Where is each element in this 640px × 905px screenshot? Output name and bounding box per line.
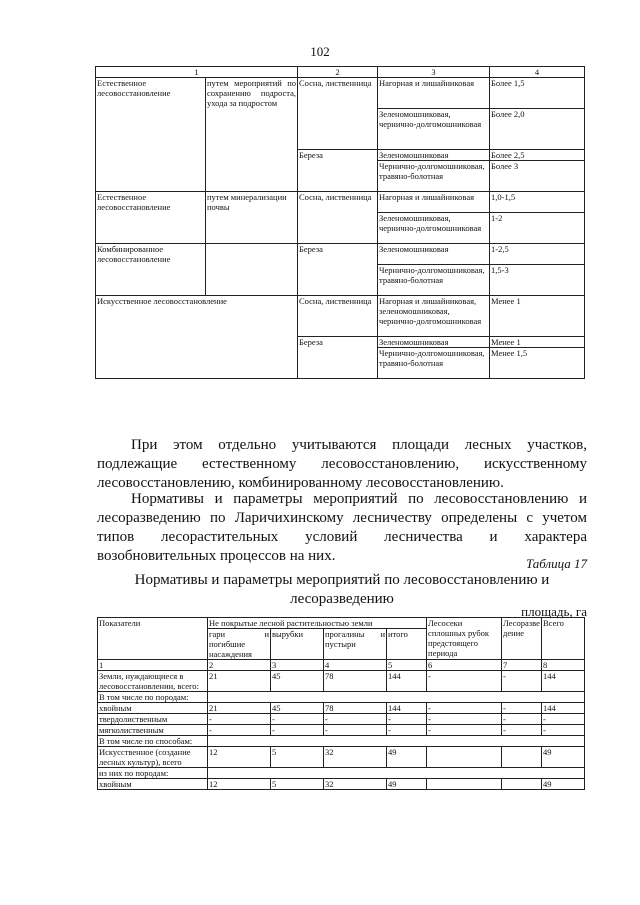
value-cell: -: [324, 714, 387, 725]
value-cell: -: [427, 725, 502, 736]
value-cell: Более 1,5: [490, 78, 585, 109]
row-label-cell: В том числе по способам:: [98, 736, 208, 747]
page-number: 102: [310, 44, 330, 59]
empty-cell: [387, 768, 427, 779]
species-cell: Сосна, лиственница: [298, 78, 378, 150]
value-cell: Менее 1: [490, 337, 585, 348]
table-row: [98, 736, 585, 747]
value-cell: 78: [324, 703, 387, 714]
row-label-cell: из них по породам:: [98, 768, 208, 779]
species-cell: Береза: [298, 244, 378, 296]
empty-cell: [427, 768, 502, 779]
empty-cell: [387, 692, 427, 703]
row-label-cell: хвойным: [98, 703, 208, 714]
row-label-cell: твердолиственным: [98, 714, 208, 725]
value-cell: 21: [208, 703, 271, 714]
header-cell: прогалины и пустыри: [324, 629, 387, 660]
forest-type-cell: Чернично-долгомошниковая, травяно-болотная: [378, 161, 490, 192]
empty-cell: [208, 736, 271, 747]
paragraph-areas: При этом отдельно учитываются площади лесных участков, подлежащие естественному лесовосстановлению, искусственному лесовосстановлению, комбинированному лесовосстановлению.: [97, 437, 587, 491]
value-cell: 78: [324, 671, 387, 692]
column-number-cell: 7: [502, 660, 542, 671]
header-cell: гари и погибшие насаждения: [209, 629, 269, 659]
table-row: [96, 296, 585, 337]
value-cell: -: [542, 714, 585, 725]
method-detail-cell: путем минерализации почвы: [206, 192, 298, 244]
column-number-cell: 2: [208, 660, 271, 671]
value-cell: -: [324, 725, 387, 736]
empty-cell: [427, 692, 502, 703]
value-cell: -: [427, 703, 502, 714]
table-row: [98, 768, 585, 779]
header-cell: 4: [490, 67, 585, 78]
value-cell: 1,5-3: [490, 265, 585, 296]
value-cell: Более 3: [490, 161, 585, 192]
empty-cell: [542, 736, 585, 747]
forest-type-cell: Чернично-долгомошниковая, травяно-болотная: [378, 265, 490, 296]
regeneration-areas-table: [97, 617, 585, 790]
value-cell: [427, 779, 502, 790]
row-label-cell: мягколиственным: [98, 725, 208, 736]
method-cell: Естественное лесовосстановление: [96, 192, 206, 244]
row-label-cell: Искусственное (создание лесных культур), всего: [98, 747, 208, 768]
table-row: [98, 725, 585, 736]
value-cell: 1,0-1,5: [490, 192, 585, 213]
empty-cell: [542, 692, 585, 703]
empty-cell: [271, 692, 324, 703]
value-cell: -: [208, 714, 271, 725]
value-cell: -: [387, 714, 427, 725]
forest-type-cell: Нагорная и лишайниковая: [378, 78, 490, 109]
value-cell: -: [502, 671, 542, 692]
value-cell: -: [208, 725, 271, 736]
empty-cell: [324, 768, 387, 779]
table-row: [98, 692, 585, 703]
value-cell: 144: [542, 671, 585, 692]
value-cell: 45: [271, 671, 324, 692]
table-header-row: [96, 67, 585, 78]
table-row: [98, 779, 585, 790]
value-cell: 21: [208, 671, 271, 692]
table-title: Нормативы и параметры мероприятий по лесовосстановлению и лесоразведению: [134, 572, 550, 607]
forest-type-cell: Зеленомошниковая: [378, 150, 490, 161]
value-cell: 1-2,5: [490, 244, 585, 265]
header-cell: Лесоразведение: [502, 618, 542, 660]
method-cell: Естественное лесовосстановление: [96, 78, 206, 192]
value-cell: 144: [542, 703, 585, 714]
table-units: площадь, га: [521, 604, 587, 619]
header-cell: Лесосеки сплошных рубок предстоящего периода: [427, 618, 502, 660]
empty-cell: [271, 736, 324, 747]
value-cell: 49: [387, 747, 427, 768]
header-cell: Не покрытые лесной растительностью земли: [208, 618, 427, 629]
method-detail-cell: путем мероприятий по сохранению подроста, ухода за подростом: [206, 78, 298, 192]
column-number-row: [98, 660, 585, 671]
empty-cell: [324, 736, 387, 747]
empty-cell: [542, 768, 585, 779]
header-cell: итого: [387, 629, 427, 660]
value-cell: [502, 747, 542, 768]
value-cell: 49: [542, 779, 585, 790]
forest-type-cell: Нагорная и лишайниковая, зеленомошниковая, чернично-долгомошниковая: [378, 296, 490, 337]
value-cell: 12: [208, 747, 271, 768]
value-cell: -: [427, 671, 502, 692]
forest-type-cell: Нагорная и лишайниковая: [378, 192, 490, 213]
value-cell: 32: [324, 779, 387, 790]
value-cell: -: [542, 725, 585, 736]
row-label-cell: хвойным: [98, 779, 208, 790]
value-cell: 32: [324, 747, 387, 768]
column-number-cell: 3: [271, 660, 324, 671]
species-cell: Сосна, лиственница: [298, 296, 378, 337]
value-cell: 5: [271, 779, 324, 790]
forest-type-cell: Зеленомошниковая: [378, 337, 490, 348]
table-row: [98, 703, 585, 714]
empty-cell: [427, 736, 502, 747]
species-cell: Сосна, лиственница: [298, 192, 378, 244]
forest-regeneration-methods-table: [95, 66, 585, 379]
method-detail-cell: [206, 244, 298, 296]
value-cell: -: [271, 725, 324, 736]
forest-type-cell: Зеленомошниковая, чернично-долгомошниковая: [378, 109, 490, 150]
value-cell: 12: [208, 779, 271, 790]
empty-cell: [271, 768, 324, 779]
table-label: Таблица 17: [525, 556, 587, 571]
column-number-cell: 5: [387, 660, 427, 671]
forest-type-cell: Зеленомошниковая, чернично-долгомошниковая: [378, 213, 490, 244]
value-cell: Менее 1,5: [490, 348, 585, 379]
method-cell: Комбинированное лесовосстановление: [96, 244, 206, 296]
header-cell: 1: [96, 67, 298, 78]
value-cell: 144: [387, 671, 427, 692]
header-cell: Показатели: [98, 618, 208, 660]
header-cell: 2: [298, 67, 378, 78]
value-cell: 5: [271, 747, 324, 768]
column-number-cell: 8: [542, 660, 585, 671]
table-row: [96, 192, 585, 213]
forest-type-cell: Чернично-долгомошниковая, травяно-болотная: [378, 348, 490, 379]
value-cell: Более 2,5: [490, 150, 585, 161]
value-cell: 45: [271, 703, 324, 714]
table-header-row: [98, 618, 585, 629]
empty-cell: [502, 736, 542, 747]
column-number-cell: 4: [324, 660, 387, 671]
value-cell: -: [387, 725, 427, 736]
row-label-cell: В том числе по породам:: [98, 692, 208, 703]
column-number-cell: 1: [98, 660, 208, 671]
value-cell: 144: [387, 703, 427, 714]
method-cell: Искусственное лесовосстановление: [96, 296, 298, 379]
empty-cell: [208, 768, 271, 779]
species-cell: Береза: [298, 337, 378, 379]
value-cell: [502, 779, 542, 790]
table-row: [96, 78, 585, 109]
table-row: [98, 747, 585, 768]
value-cell: 1-2: [490, 213, 585, 244]
header-cell: вырубки: [271, 629, 324, 660]
empty-cell: [387, 736, 427, 747]
header-cell: 3: [378, 67, 490, 78]
value-cell: -: [502, 725, 542, 736]
value-cell: -: [427, 714, 502, 725]
paragraph-norms: Нормативы и параметры мероприятий по лесовосстановлению и лесоразведению по Ларичихинскому лесничеству определены с учетом типов лесорастительных условий лесничества и характера возобновительных процессов на них.: [97, 491, 587, 564]
empty-cell: [324, 692, 387, 703]
value-cell: 49: [542, 747, 585, 768]
value-cell: -: [271, 714, 324, 725]
value-cell: -: [502, 714, 542, 725]
table-row: [98, 671, 585, 692]
column-number-cell: 6: [427, 660, 502, 671]
table-row: [98, 714, 585, 725]
forest-type-cell: Зеленомошниковая: [378, 244, 490, 265]
header-cell: Всего: [542, 618, 585, 660]
row-label-cell: Земли, нуждающиеся в лесовосстановлении, всего:: [98, 671, 208, 692]
value-cell: Более 2,0: [490, 109, 585, 150]
empty-cell: [502, 692, 542, 703]
value-cell: [427, 747, 502, 768]
empty-cell: [502, 768, 542, 779]
value-cell: -: [502, 703, 542, 714]
species-cell: Береза: [298, 150, 378, 192]
value-cell: Менее 1: [490, 296, 585, 337]
value-cell: 49: [387, 779, 427, 790]
table-row: [96, 244, 585, 265]
empty-cell: [208, 692, 271, 703]
